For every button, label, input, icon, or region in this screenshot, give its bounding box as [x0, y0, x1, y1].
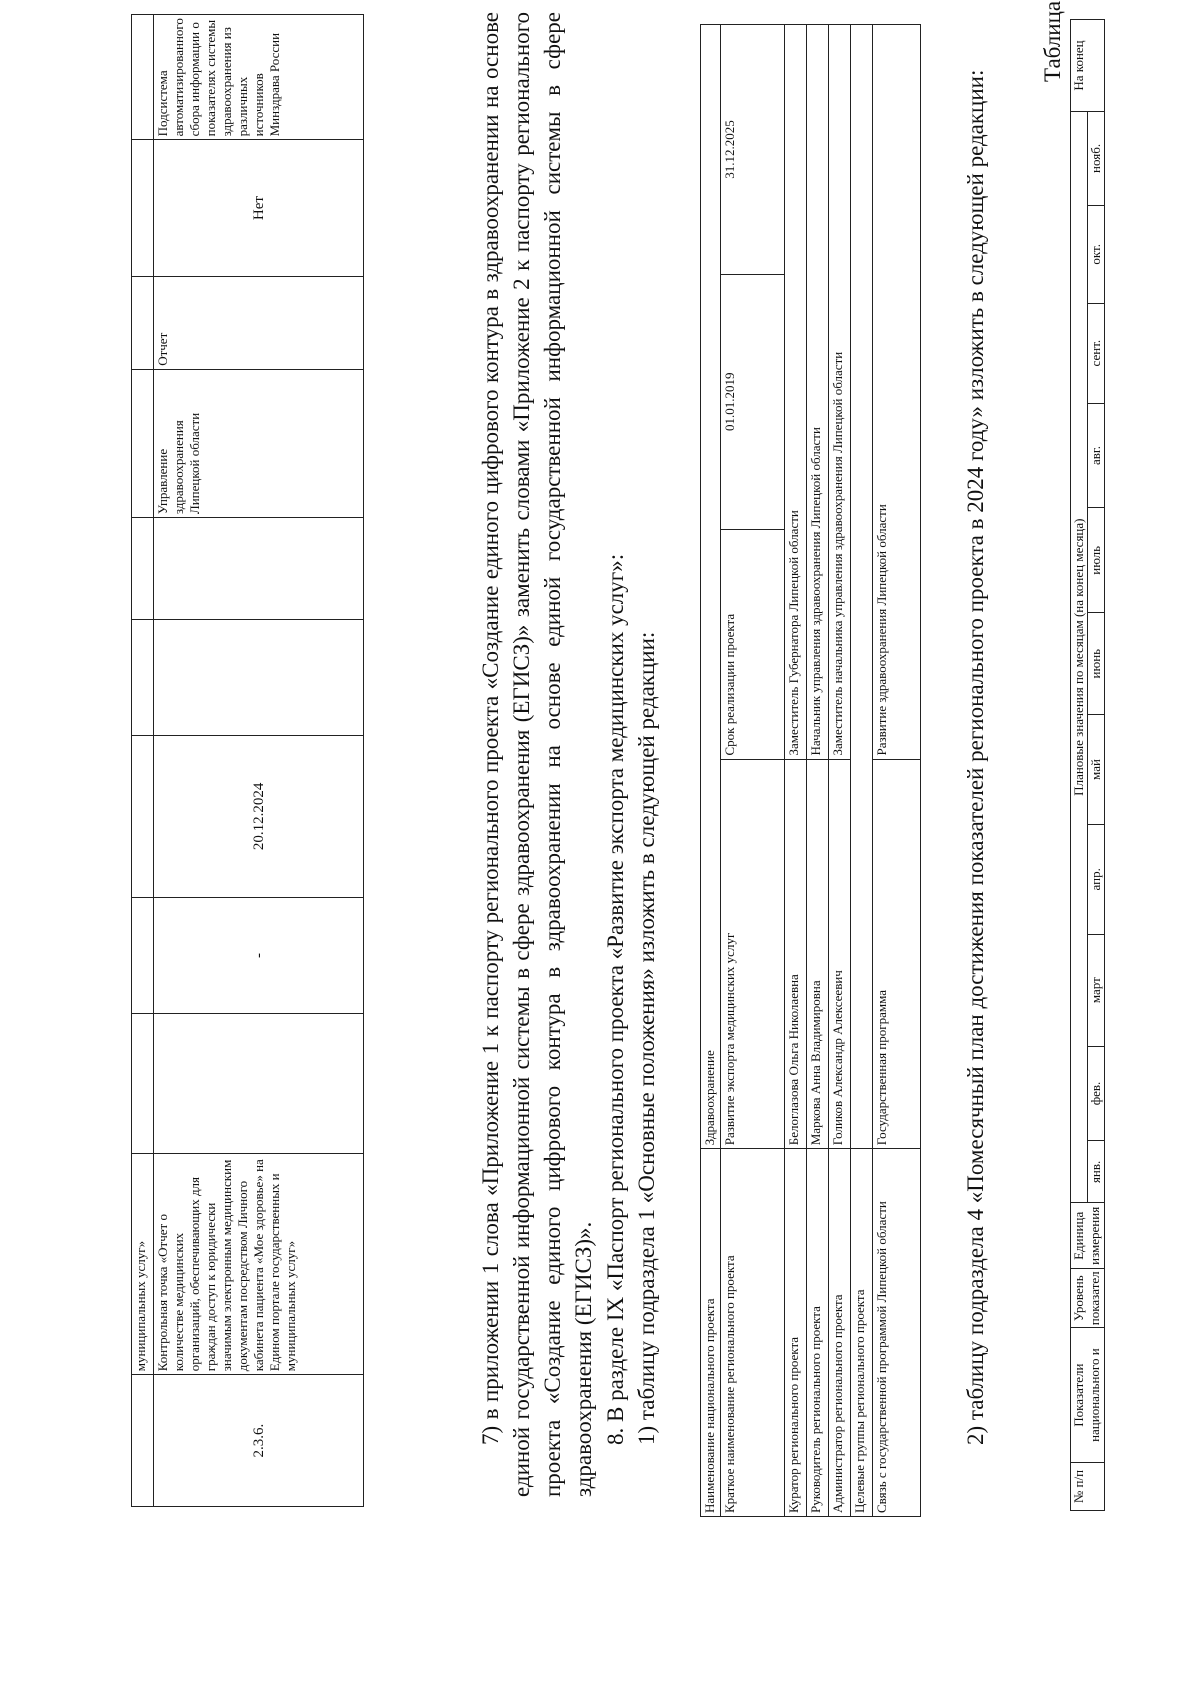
state-program-value: Государственная программа	[873, 759, 921, 1149]
month-feb: фев.	[1088, 1046, 1105, 1141]
paragraph-8-line-2: 1) таблицу подраздела 1 «Основные положения» изложить в следующей редакции:	[634, 631, 659, 1445]
month-sep: сент.	[1088, 303, 1105, 403]
month-apr: апр.	[1088, 824, 1105, 934]
month-may: май	[1088, 715, 1105, 825]
state-program-label: Связь с государственной программой Липецкой области	[873, 1149, 921, 1517]
target-groups-value	[851, 25, 873, 1149]
monthly-plan-table	[1070, 19, 1105, 1511]
short-name-label: Краткое наименование регионального проекта	[721, 1149, 785, 1517]
header-row-text: муниципальных услуг»	[132, 1154, 154, 1375]
paragraph-8	[600, 12, 662, 1497]
state-program-name: Развитие здравоохранения Липецкой области	[873, 25, 921, 760]
paragraph-7: 7) в приложении 1 слова «Приложение 1 к паспорту регионального проекта «Создание единого цифрового контура в здравоохранении на основе единой государственной информационной системы в сфере здравоохранения (ЕГИСЗ)» заменить словами «Приложение 2 к паспорту регионального проекта «Создание единого цифрового контура в здравоохранении на основе единой государственной информационной системы в сфере здравоохранения (ЕГИСЗ)».	[478, 12, 596, 1497]
month-nov: нояб.	[1088, 111, 1105, 205]
col-end: На конец	[1071, 20, 1105, 112]
col-num: № п/п	[1071, 1463, 1105, 1511]
head-label: Руководитель регионального проекта	[807, 1149, 829, 1517]
col-plan: Плановые значения по месяцам (на конец месяца)	[1071, 111, 1088, 1202]
month-aug: авг.	[1088, 403, 1105, 508]
basic-provisions-table	[700, 24, 921, 1517]
curator-name: Белоглазова Ольга Николаевна	[785, 759, 807, 1149]
gis-flag: Нет	[154, 140, 364, 276]
paragraph-8-line-1: 8. В разделе IX «Паспорт регионального проекта «Развитие экспорта медицинских услуг»:	[603, 553, 628, 1445]
term-end: 31.12.2025	[721, 25, 785, 275]
target-groups-label: Целевые группы регионального проекта	[851, 1149, 873, 1517]
month-jun: июнь	[1088, 613, 1105, 715]
col-indicator: Показатели национального и	[1071, 1328, 1105, 1463]
doc-type: Отчет	[154, 276, 364, 369]
start-date: -	[154, 897, 364, 1013]
admin-name: Голиков Александр Алексеевич	[829, 759, 851, 1149]
paragraph-2: 2) таблицу подраздела 4 «Помесячный план достижения показателей регионального проекта в 2024 году» изложить в следующей редакции:	[963, 69, 988, 1445]
responsible: Управление здравоохранения Липецкой области	[154, 369, 364, 517]
curator-label: Куратор регионального проекта	[785, 1149, 807, 1517]
month-oct: окт.	[1088, 205, 1105, 303]
admin-label: Администратор регионального проекта	[829, 1149, 851, 1517]
table-label: Таблица	[1040, 0, 1065, 82]
col-unit: Единица измерения	[1071, 1203, 1105, 1269]
term-start: 01.01.2019	[721, 274, 785, 529]
head-position: Начальник управления здравоохранения Липецкой области	[807, 25, 829, 760]
national-project-value: Здравоохранение	[701, 25, 721, 1149]
control-points-table	[131, 14, 364, 1507]
head-name: Маркова Анна Владимировна	[807, 759, 829, 1149]
national-project-label: Наименование национального проекта	[701, 1149, 721, 1517]
row-number: 2.3.6.	[154, 1375, 364, 1507]
month-jul: июль	[1088, 508, 1105, 613]
month-mar: март	[1088, 934, 1105, 1046]
col-level: Уровень показател	[1071, 1269, 1105, 1328]
end-date: 20.12.2024	[154, 735, 364, 897]
short-name-value: Развитие экспорта медицинских услуг	[721, 759, 785, 1149]
month-jan: янв.	[1088, 1141, 1105, 1203]
info-system: Подсистема автоматизированного сбора информации о показателях системы здравоохранения из различных источников Минздрава России	[154, 15, 364, 140]
admin-position: Заместитель начальника управления здравоохранения Липецкой области	[829, 25, 851, 760]
term-label: Срок реализации проекта	[721, 529, 785, 759]
control-point-name: Контрольная точка «Отчет о количестве медицинских организаций, обеспечивающих для граждан доступ к юридически значимым электронным медицинским документам посредством Личного кабинета пациента «Мое здоровье» на Едином портале государственных и муниципальных услуг»	[154, 1154, 364, 1375]
curator-position: Заместитель Губернатора Липецкой области	[785, 25, 807, 760]
